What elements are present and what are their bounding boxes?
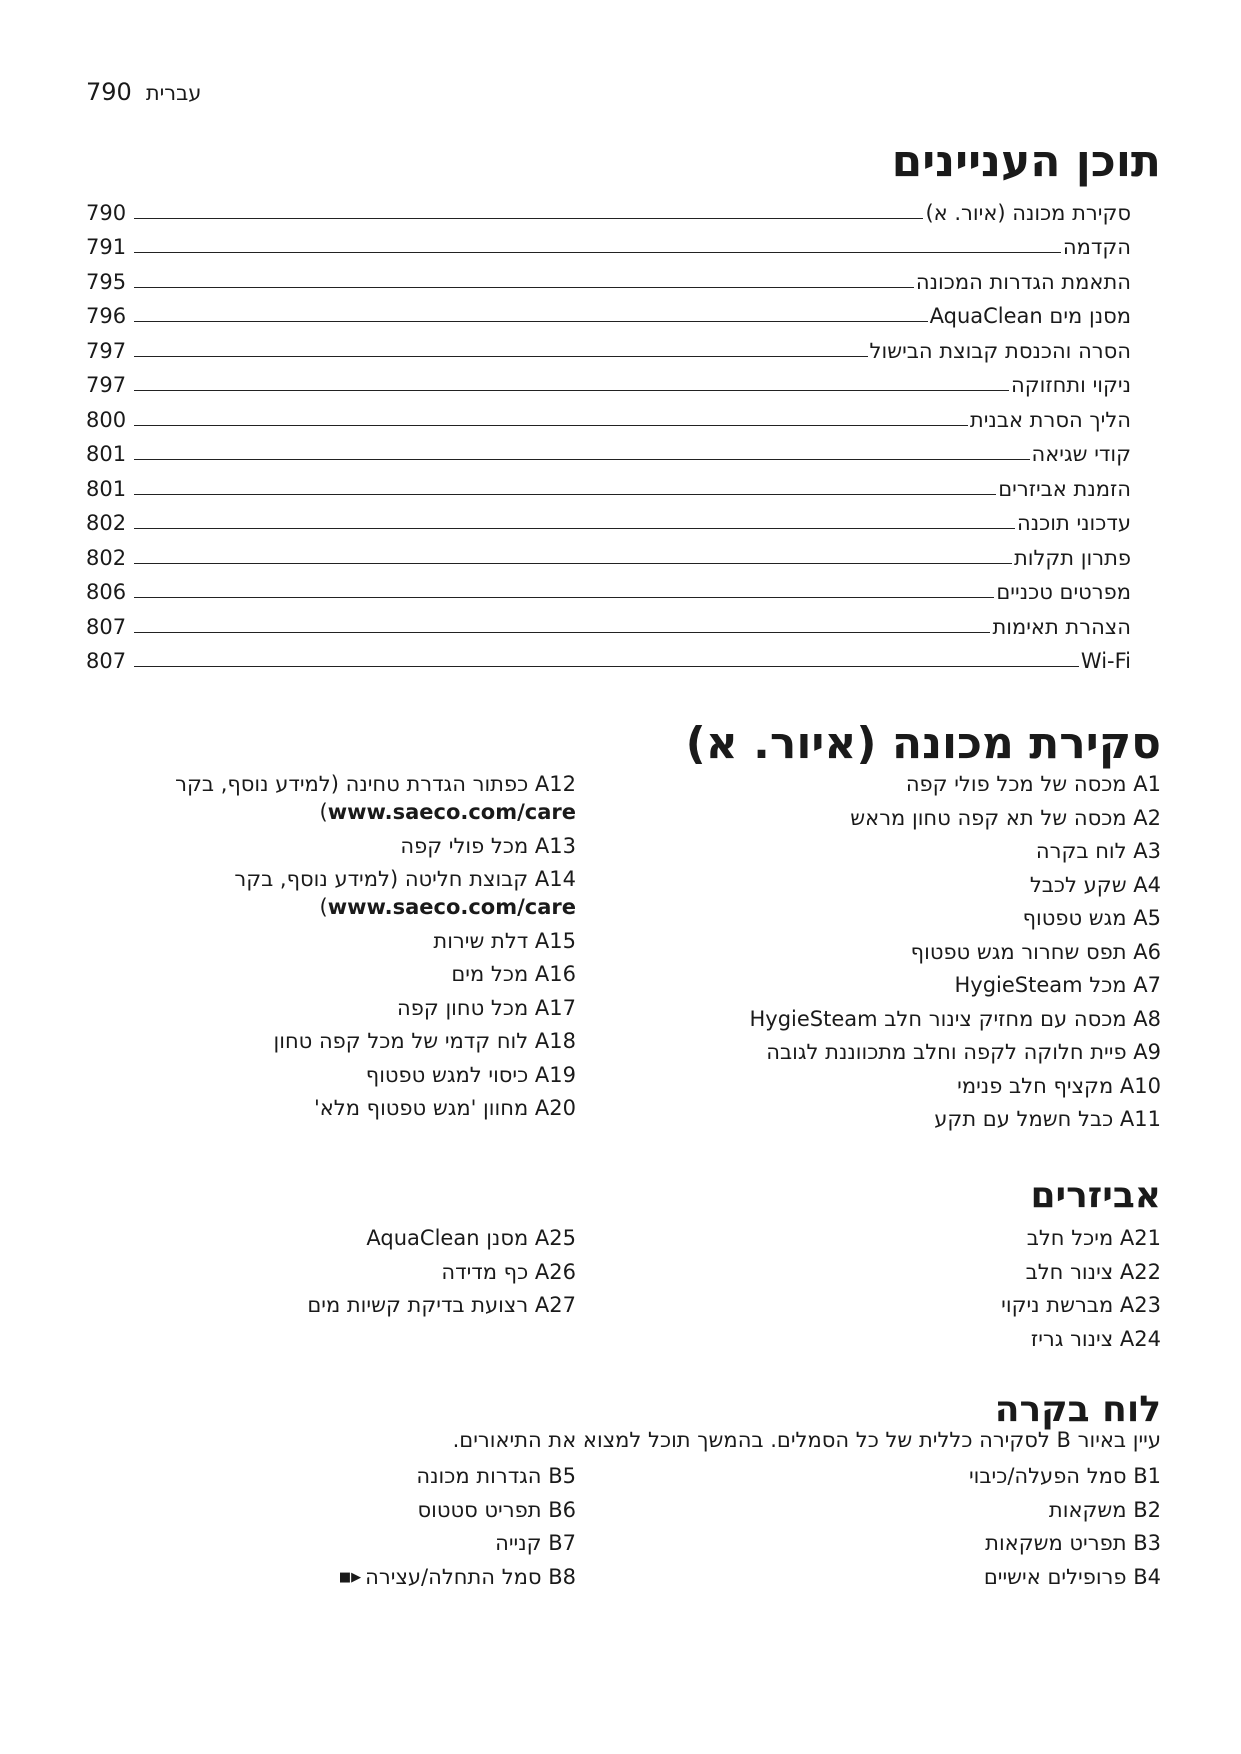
list-item: A18 לוח קדמי של מכל קפה טחון bbox=[273, 1029, 576, 1053]
toc-entry[interactable] bbox=[86, 225, 1131, 260]
list-item: A23 מברשת ניקוי bbox=[1001, 1293, 1161, 1317]
toc-entry-page: 790 bbox=[86, 200, 127, 225]
toc-entry-label: התאמת הגדרות המכונה bbox=[915, 269, 1131, 294]
toc-entry-page: 797 bbox=[86, 373, 127, 397]
toc-entry-page: 806 bbox=[86, 580, 127, 604]
list-item: A4 שקע לכבל bbox=[1029, 872, 1161, 897]
list-item: B2 משקאות bbox=[1048, 1497, 1161, 1522]
toc-leader bbox=[134, 251, 1061, 253]
list-item: A6 תפס שחרור מגש טפטוף bbox=[910, 939, 1161, 964]
list-item: A15 דלת שירות bbox=[433, 928, 576, 953]
toc-entry[interactable] bbox=[86, 259, 1131, 294]
play-pause-icon: ▶■ bbox=[338, 1569, 362, 1585]
list-item: B1 סמל הפעלה/כיבוי bbox=[968, 1464, 1161, 1488]
list-item: A16 מכל מים bbox=[451, 962, 576, 986]
toc-leader bbox=[134, 286, 914, 288]
toc-entry-label: הזמנת אביזרים bbox=[998, 476, 1131, 501]
list-item: A14 קבוצת חליטה (למידע נוסף, בקר www.saeco.com/care) bbox=[234, 867, 576, 919]
toc-leader bbox=[134, 217, 923, 219]
language-label: עברית bbox=[145, 81, 202, 105]
toc-entry-label: עדכוני תוכנה bbox=[1017, 511, 1131, 535]
overview-title: סקירת מכונה (איור. א) bbox=[685, 718, 1161, 769]
toc-entry-label: הליך הסרת אבנית bbox=[969, 407, 1131, 432]
control-panel-title: לוח בקרה bbox=[994, 1389, 1161, 1430]
toc-entry-page: 796 bbox=[86, 304, 127, 328]
toc-entry[interactable] bbox=[86, 604, 1131, 639]
saeco-care-link[interactable]: www.saeco.com/care bbox=[327, 800, 576, 824]
toc-entry-page: 800 bbox=[86, 407, 127, 432]
accessories-list-left bbox=[146, 1224, 576, 1325]
toc-entry-page: 791 bbox=[86, 235, 127, 259]
toc-entry-page: 807 bbox=[86, 649, 127, 673]
control-panel-list-right bbox=[721, 1462, 1161, 1596]
table-of-contents bbox=[86, 190, 1131, 673]
toc-entry[interactable] bbox=[86, 639, 1131, 674]
toc-entry[interactable] bbox=[86, 294, 1131, 329]
list-item: A2 מכסה של תא קפה טחון מראש bbox=[850, 805, 1161, 830]
toc-title: תוכן העניינים bbox=[891, 136, 1161, 187]
saeco-care-link[interactable]: www.saeco.com/care bbox=[327, 895, 576, 919]
toc-entry[interactable] bbox=[86, 328, 1131, 363]
toc-entry-label: הסרה והכנסת קבוצת הבישול bbox=[869, 338, 1131, 363]
list-item: A8 מכסה עם מחזיק צינור חלב HygieSteam bbox=[749, 1006, 1161, 1031]
toc-entry-label: הצהרת תאימות bbox=[992, 614, 1131, 639]
accessories-list-right bbox=[721, 1224, 1161, 1358]
toc-leader bbox=[134, 631, 990, 633]
toc-entry[interactable] bbox=[86, 397, 1131, 432]
toc-entry[interactable] bbox=[86, 466, 1131, 501]
toc-leader bbox=[134, 458, 1030, 460]
toc-leader bbox=[134, 596, 994, 598]
page-header bbox=[86, 78, 201, 106]
list-item: A1 מכסה של מכל פולי קפה bbox=[905, 772, 1161, 796]
toc-entry[interactable] bbox=[86, 190, 1131, 225]
list-item: A25 מסנן AquaClean bbox=[366, 1226, 576, 1250]
list-item: B6 תפריט סטטוס bbox=[417, 1497, 576, 1522]
list-item: B8 סמל התחלה/עצירה▶■ bbox=[146, 1563, 576, 1592]
list-item: A3 לוח בקרה bbox=[1035, 839, 1161, 863]
list-item: B3 תפריט משקאות bbox=[985, 1531, 1161, 1555]
parts-list-right bbox=[721, 770, 1161, 1139]
toc-entry-label: פתרון תקלות bbox=[1013, 545, 1131, 570]
toc-entry-label: מפרטים טכניים bbox=[996, 580, 1131, 604]
list-item: A22 צינור חלב bbox=[1025, 1259, 1161, 1284]
toc-entry-label: סקירת מכונה (איור. א) bbox=[925, 200, 1131, 225]
control-panel-intro: עיין באיור B לסקירה כללית של כל הסמלים. בהמשך תוכל למצוא את התיאורים. bbox=[452, 1428, 1161, 1452]
toc-leader bbox=[134, 424, 968, 426]
list-item: A7 מכל HygieSteam bbox=[954, 973, 1161, 997]
list-item: A26 כף מדידה bbox=[441, 1259, 576, 1284]
toc-leader bbox=[134, 562, 1012, 564]
toc-leader bbox=[134, 389, 1009, 391]
toc-entry-page: 802 bbox=[86, 545, 127, 570]
page-number: 790 bbox=[86, 78, 132, 106]
toc-leader bbox=[134, 493, 996, 495]
toc-leader bbox=[134, 355, 868, 357]
list-item: A11 כבל חשמל עם תקע bbox=[934, 1107, 1161, 1131]
toc-entry-page: 807 bbox=[86, 614, 127, 639]
toc-entry[interactable] bbox=[86, 535, 1131, 570]
list-item: B4 פרופילים אישיים bbox=[983, 1564, 1161, 1589]
toc-leader bbox=[134, 320, 928, 322]
list-item: A9 פיית חלוקה לקפה וחלב מתכווננת לגובה bbox=[766, 1040, 1161, 1064]
list-item: A12 כפתור הגדרת טחינה (למידע נוסף, בקר www.saeco.com/care) bbox=[175, 772, 576, 824]
list-item: B5 הגדרות מכונה bbox=[416, 1464, 576, 1488]
toc-entry[interactable] bbox=[86, 570, 1131, 605]
list-item: A20 מחוון 'מגש טפטוף מלא' bbox=[313, 1096, 576, 1120]
toc-entry[interactable] bbox=[86, 363, 1131, 398]
parts-list-left bbox=[146, 770, 576, 1128]
toc-entry-label: ניקוי ותחזוקה bbox=[1011, 373, 1131, 397]
toc-entry-label: מסנן מים AquaClean bbox=[929, 304, 1131, 328]
toc-entry-page: 797 bbox=[86, 338, 127, 363]
accessories-title: אביזרים bbox=[1030, 1175, 1161, 1216]
toc-entry[interactable] bbox=[86, 432, 1131, 467]
list-item: A27 רצועת בדיקת קשיות מים bbox=[307, 1293, 576, 1317]
toc-entry[interactable] bbox=[86, 501, 1131, 536]
toc-entry-page: 795 bbox=[86, 269, 127, 294]
control-panel-list-left bbox=[146, 1462, 576, 1597]
list-item: A24 צינור גריז bbox=[1030, 1326, 1161, 1351]
toc-entry-page: 801 bbox=[86, 476, 127, 501]
list-item: A5 מגש טפטוף bbox=[1022, 906, 1161, 930]
toc-entry-label: Wi-Fi bbox=[1080, 649, 1131, 673]
toc-leader bbox=[134, 665, 1079, 667]
toc-entry-label: הקדמה bbox=[1062, 235, 1131, 259]
list-item: A13 מכל פולי קפה bbox=[400, 833, 576, 858]
list-item: A10 מקציף חלב פנימי bbox=[957, 1073, 1161, 1098]
list-item: A19 כיסוי למגש טפטוף bbox=[365, 1062, 576, 1087]
toc-entry-label: קודי שגיאה bbox=[1031, 442, 1131, 466]
list-item: A21 מיכל חלב bbox=[1026, 1226, 1161, 1250]
list-item: A17 מכל טחון קפה bbox=[397, 995, 576, 1020]
toc-entry-page: 801 bbox=[86, 442, 127, 466]
toc-entry-page: 802 bbox=[86, 511, 127, 535]
toc-leader bbox=[134, 527, 1015, 529]
list-item: B7 קנייה bbox=[495, 1531, 576, 1555]
